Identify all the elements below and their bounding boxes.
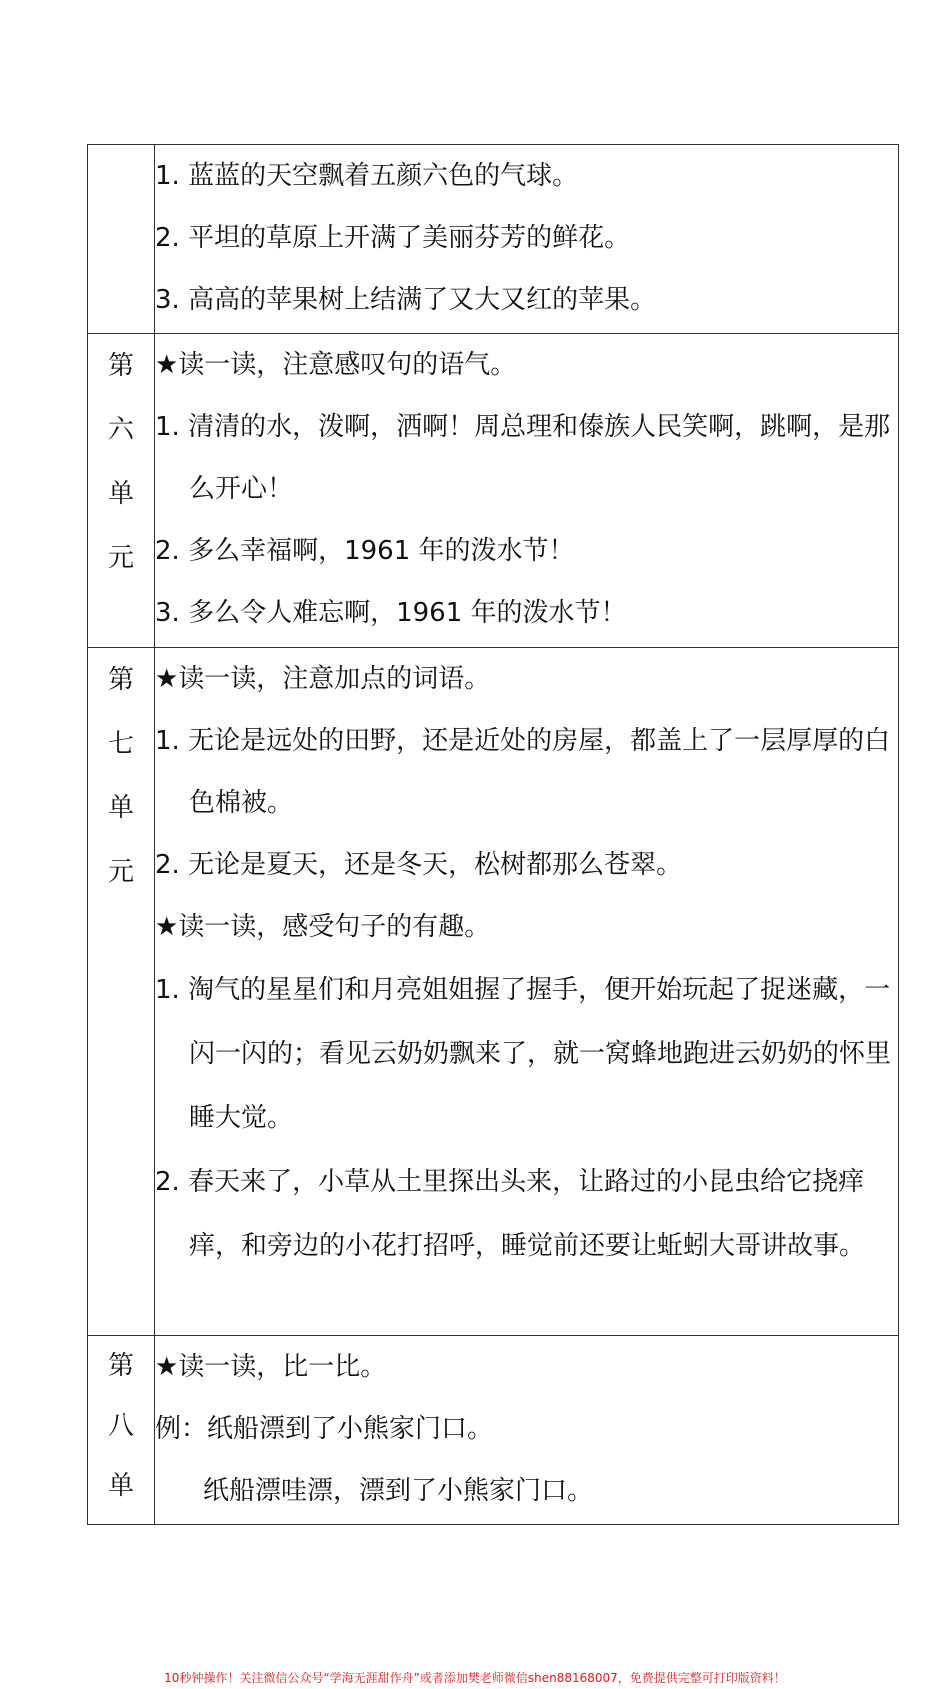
unit-char: 单 [107,793,134,823]
unit-char: 元 [107,857,134,887]
unit-char: 单 [107,479,134,509]
sentence: 2. 多么幸福啊，1961 年的泼水节！ [155,536,575,566]
unit-label-6 [88,334,155,648]
unit-char: 八 [107,1411,134,1441]
sentence: 1. 清清的水，泼啊，洒啊！周总理和傣族人民笑啊，跳啊，是那么开心！ [155,412,891,504]
unit-char: 七 [107,729,134,759]
unit-cell-empty [88,145,155,334]
content-cell [155,1336,899,1525]
table-row-unit-8 [88,1336,899,1525]
example-sentence: 例：纸船漂到了小熊家门口。 [155,1414,494,1444]
sentence: 3. 多么令人难忘啊，1961 年的泼水节！ [155,598,627,628]
sentence: 1. 蓝蓝的天空飘着五颜六色的气球。 [155,161,579,191]
unit-char: 单 [107,1471,134,1501]
sentence: 1. 淘气的星星们和月亮姐姐握了握手，便开始玩起了捉迷藏，一闪一闪的；看见云奶奶飘来了，就一窝蜂地跑进云奶奶的怀里睡大觉。 [155,975,892,1133]
unit-char: 元 [107,543,134,573]
unit-label-8 [88,1336,155,1525]
exercise-heading: ★读一读，比一比。 [155,1352,387,1382]
unit-label-7 [88,648,155,1336]
exercise-heading: ★读一读，感受句子的有趣。 [155,912,491,942]
table-row-unit-6 [88,334,899,648]
unit-char: 六 [107,415,134,445]
unit-char: 第 [107,665,134,695]
unit-char: 第 [107,351,134,381]
content-cell [155,648,899,1336]
unit-char: 第 [107,1351,134,1381]
example-sentence-expanded: 纸船漂哇漂，漂到了小熊家门口。 [203,1476,594,1506]
sentence: 2. 春天来了，小草从土里探出头来，让路过的小昆虫给它挠痒痒，和旁边的小花打招呼，睡觉前还要让蚯蚓大哥讲故事。 [155,1167,866,1261]
table-row-unit-7 [88,648,899,1336]
content-cell [155,334,899,648]
footer-notice: 10秒钟操作！关注微信公众号“学海无涯甜作舟”或者添加樊老师微信shen88168007，免费提供完整可打印版资料！ [164,1671,786,1685]
content-cell [155,145,899,334]
exercise-heading: ★读一读，注意感叹句的语气。 [155,350,517,380]
sentence: 1. 无论是远处的田野，还是近处的房屋，都盖上了一层厚厚的白色棉被。 [155,726,891,818]
sentence: 3. 高高的苹果树上结满了又大又红的苹果。 [155,285,657,315]
table-row-unit-5-continued [88,145,899,334]
sentence: 2. 无论是夏天，还是冬天，松树都那么苍翠。 [155,850,683,880]
exercise-heading: ★读一读，注意加点的词语。 [155,664,491,694]
sentence: 2. 平坦的草原上开满了美丽芬芳的鲜花。 [155,223,631,253]
worksheet-table [87,144,899,1525]
